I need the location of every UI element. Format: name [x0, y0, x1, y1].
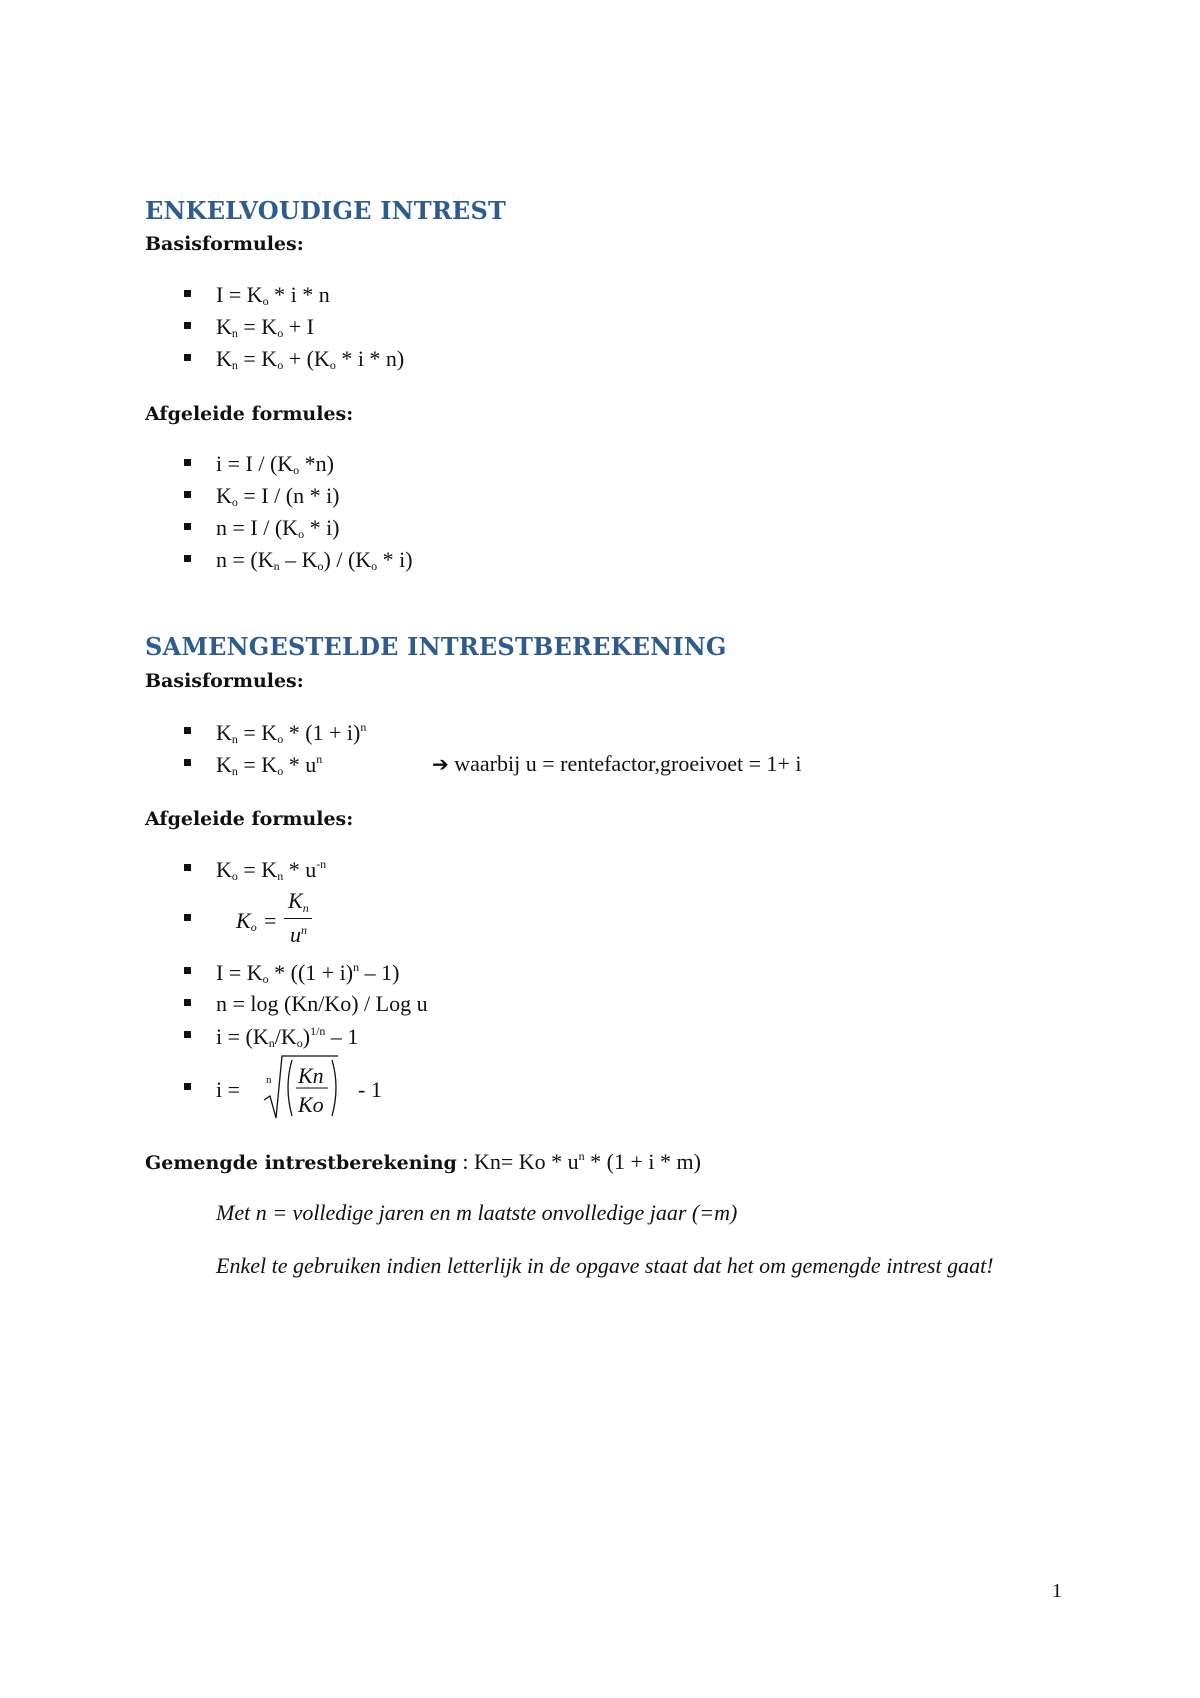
formula-present-value-fraction: $K_o$ = $K_n$ $u^n$ — [236, 888, 346, 950]
bullet-icon — [184, 967, 191, 974]
bullet-icon — [184, 491, 191, 498]
formula-compound-factor: $K_n = K_o * u^n$ — [216, 752, 323, 778]
derived-label-2: Afgeleide formules: — [145, 808, 354, 830]
formula-end-capital: $K_n = K_o + I$ — [216, 314, 314, 340]
bullet-icon — [184, 914, 191, 921]
bullet-icon — [184, 1031, 191, 1038]
formula-rate-root: i = n Kn Ko - 1 — [216, 1052, 416, 1122]
mixed-note-definition: Met n = volledige jaren en m laatste onvolledige jaar (=m) — [216, 1200, 738, 1225]
formula-duration: $n = I / (K_o * i)$ — [216, 515, 340, 541]
bullet-icon — [184, 290, 191, 297]
formula-interest: $I = K_o * i * n$ — [216, 282, 330, 308]
bullet-icon — [184, 727, 191, 734]
section-title-samengestelde: SAMENGESTELDE INTRESTBEREKENING — [145, 632, 727, 661]
formula-log-duration: n = log (Kn/Ko) / Log u — [216, 991, 428, 1016]
bullet-icon — [184, 322, 191, 329]
formula-rate: $i = I / (K_o$ *n) — [216, 451, 334, 477]
mixed-interest-line: Gemengde intrestberekening : $Kn= Ko * u^n * (1 + i * m)$ — [145, 1149, 701, 1174]
basis-label-1: Basisformules: — [145, 233, 304, 255]
right-arrow-icon: ➔ — [432, 752, 449, 776]
bullet-icon — [184, 1083, 191, 1090]
formula-rate-power: $i = (K_n/K_o)^{1/n} - 1$ — [216, 1024, 359, 1050]
formula-compound-interest: $I = K_o * ((1 + i)^n - 1)$ — [216, 960, 400, 986]
section-title-enkelvoudige: ENKELVOUDIGE INTREST — [145, 196, 507, 225]
derived-label-1: Afgeleide formules: — [145, 403, 354, 425]
mixed-note-usage: Enkel te gebruiken indien letterlijk in de opgave staat dat het om gemengde intrest gaat! — [216, 1253, 994, 1278]
bullet-icon — [184, 523, 191, 530]
formula-end-capital-expanded: $K_n = K_o + (K_o * i * n)$ — [216, 346, 405, 372]
bullet-icon — [184, 759, 191, 766]
page-number: 1 — [1052, 1580, 1062, 1602]
formula-present-value: $K_o = K_n * u^{-n}$ — [216, 857, 327, 883]
bullet-icon — [184, 999, 191, 1006]
bullet-icon — [184, 459, 191, 466]
basis-label-2: Basisformules: — [145, 670, 304, 692]
bullet-icon — [184, 864, 191, 871]
formula-duration-alt: $n = (K_n - K_o) / (K_o * i)$ — [216, 547, 413, 573]
bullet-icon — [184, 354, 191, 361]
arrow-note: ➔ waarbij u = rentefactor,groeivoet = 1+ i — [432, 751, 802, 776]
formula-start-capital: $K_o = I / (n * i)$ — [216, 483, 340, 509]
bullet-icon — [184, 555, 191, 562]
formula-compound-end-capital: $K_n = K_o * (1 + i)^n$ — [216, 720, 367, 746]
